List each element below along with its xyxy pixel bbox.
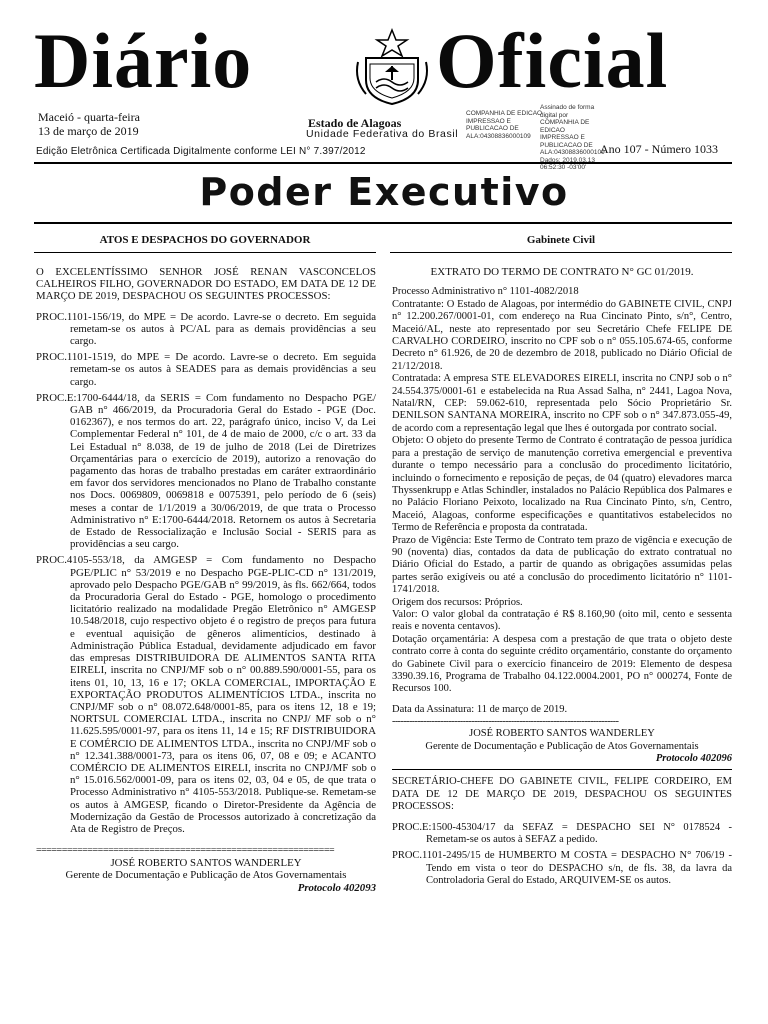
masthead-title-right: Oficial [436,17,669,104]
list-item: PROC.1101-2495/15 de HUMBERTO M COSTA = DESPACHO N° 706/19 - Tendo em vista o teor do DESPACHO s/n, de fls. 38, da lavra da Controladoria Geral do Estado, ARQUIVEM-SE os autos. [392,850,732,887]
protocol-number: Protocolo 402096 [655,753,732,765]
contract-paragraph: Dotação orçamentária: A despesa com a prestação de que trata o objeto deste contrato corre à conta do seguinte crédito orçamentário, constante do orçamento do Gabinete Civil para o exercício financeiro de 2019: Elemento de despesa 3390.39.16, Programa de Trabalho 04.122.0004.2001, PO n° 000274, Fonte de Recursos 100. [392,633,732,695]
signer-name: JOSÉ ROBERTO SANTOS WANDERLEY [469,728,655,740]
list-item: PROC.1101-1519, do MPE = De acordo. Lavre-se o decreto. Em seguida remetam-se os autos à SEADES para as demais providências a seu cargo. [36,351,376,388]
federal-unit: Unidade Federativa do Brasil [306,128,459,140]
contract-paragraph: Valor: O valor global da contratação é R$ 8.160,90 (oito mil, cento e sessenta reais e noventa centavos). [392,608,732,633]
alagoas-coat-of-arms-icon [352,28,432,108]
digital-signature-details: Assinado de forma digital por COMPANHIA DE EDICAO IMPRESSAO E PUBLICACAO DE ALA:04308836000109 Dados: 2019.03.13 06:52:30 -03'00' [540,104,605,171]
separator: -------------------------------------------------------------------------------- [392,716,619,728]
contract-paragraph: Prazo de Vigência: Este Termo de Contrato tem prazo de vigência e execução de 90 (noventa) dias, contados da data de publicação do extrato contratual no Diário Oficial do Estado, a partir de quando as obrigações assumidas pelas partes serão exigíveis ou até a conclusão do procedimento licitatório n° 1101-1741/2018. [392,534,732,596]
list-item: PROC.1101-156/19, do MPE = De acordo. Lavre-se o decreto. Em seguida remetam-se os autos à PC/AL para as demais providências a seu cargo. [36,310,376,348]
signer-role: Gerente de Documentação e Publicação de Atos Governamentais [65,869,347,882]
contract-paragraph: Objeto: O objeto do presente Termo de Contrato é contratação de pessoa jurídica para a prestação de serviço de manutenção corretiva emergencial e preventiva durante o tempo necessário para a conclusão do procedimento licitatório, incluindo o fornecimento e reposição de peças, de 04 (quatro) elevadores marca Thyssenkrupp e Atlas Schindler, instalados no Palácio República dos Palmares e no Palácio Floriano Peixoto, localizado na Rua Cincinato Pinto, s/n, Centro, Maceió, Alagoas, conforme especificações e quantitativos estabelecidos no Termo de Referência e proposta da contratada. [392,435,732,534]
section-rule [34,222,732,224]
contract-paragraph: Contratante: O Estado de Alagoas, por intermédio do GABINETE CIVIL, CNPJ n° 12.200.267/0001-01, com endereço na Rua Cincinato Pinto, s/n°, Centro, Maceió/AL, neste ato representado por seu Secretário Chefe FELIPE DE CARVALHO CORDEIRO, inscrito no CPF sob o n° 055.105.674-65, conforme Decreto n° 61.926, de 20 de dezembro de 2018, publicado no Diário Oficial de 21/12/2018. [392,298,732,372]
city-date-line-1: Maceió - quarta-feira [38,110,140,124]
contract-paragraph: Processo Administrativo n° 1101-4082/2018 [392,286,579,298]
signer-name: JOSÉ ROBERTO SANTOS WANDERLEY [110,857,302,870]
list-item: PROC.4105-553/18, da AMGESP = Com fundamento no Despacho PGE/PLIC n° 53/2019 e no Despacho PGE-PLIC-CD n° 131/2019, aprovado pelo Despacho PGE/GAB n° 99/2019, às fls. 662/664, todos da Procuradoria Geral do Estado - PGE, homologo o procedimento licitatório realizado na modalidade Pregão Eletrônico n° AMGESP 10.548/2018, cujo respectivo objeto é o registro de preços para futura e eventual aquisição de gêneros alimentícios, destinado à Administração Pública Estadual, devidamente adjudicado em favor das empresas DISTRIBUIDORA DE ALIMENTOS SANTA RITA EIRELI, inscrita no CNPJ/MF sob o n° 00.889.590/0001-55, para os itens 01, 10, 13, 16 e 17; OKLA COMERCIAL, IMPORTAÇÃO E EXPORTAÇÃO PRODUTOS ALIMENTÍCIOS LTDA., inscrita no CNPJ/MF sob o n° 08.072.648/0001-85, para os itens 12, 18 e 19; NORTSUL COMERCIAL LTDA., inscrita no CNPJ/ MF sob o n° 11.625.595/0001-97, para os itens 11, 14 e 15; RF DISTRIBUIDORA E COMÉRCIO DE ALIMENTOS LTDA., inscrita no CNPJ/MF sob o n° 12.341.388/0001-73, para os itens 06, 07, 08 e 09; e ACANTO COMÉRCIO DE ALIMENTOS EIRELI, inscrita no CNPJ/MF sob o n° 15.016.562/0001-09, para os itens 02, 03, 04 e 05, de que trata o Processo Administrativo n° 4105-553/2018. Publique-se. Remetam-se os autos à AMGESP, ficando o Diretor-Presidente da Agência de Modernização da Gestão de Processos autorizado à concretização da Ata de Registro de Preços. [36,554,376,835]
digital-signature-issuer: COMPANHIA DE EDICAO IMPRESSAO E PUBLICACAO DE ALA:04308836000109 [466,110,543,140]
list-item: PROC.E:1700-6444/18, da SERIS = Com fundamento no Despacho PGE/ GAB n° 466/2019, da Procuradoria Geral do Estado - PGE (Doc. 0162367), e nos termos do art. 22, parágrafo único, inciso V, da Lei Complementar Federal n° 101, de 4 de maio de 2000, c/c o art. 33 da Lei Estadual n° 8.038, de 19 de julho de 2018 (Lei de Diretrizes Orçamentárias para o exercício de 2019), autorizo a renovação do pagamento das horas de trabalho prestadas em caráter extraordinário em favor dos servidores mencionados no Plano de Trabalho constante nos Docs. 0069809, 0069818 e 0075391, pelo período de 6 (seis) meses a contar de 1/1/2019 a 30/06/2019, de que trata o Processo Administrativo n° E:1700-6444/2018. Retornem os autos à Secretaria de Estado de Ressocialização e Inclusão Social - SERIS para as providências a seu cargo. [36,391,376,551]
masthead-title-left: Diário [34,17,253,104]
city-date-line-2: 13 de março de 2019 [38,124,139,138]
right-heading-rule [390,252,732,253]
masthead-rule [34,162,732,164]
contract-paragraph: Contratada: A empresa STE ELEVADORES EIRELI, inscrita no CNPJ sob o n° 24.554.375/0001-61 e estabelecida na Rua Assad Salha, n° 2441, Lagoa Nova, Natal/RN, CEP: 59.062-610, representada pelo Sócio Proprietário Sr. DENILSON SANTANA MOREIRA, inscrito no CPF sob o n° 347.873.055-49, de acordo com a representação legal que lhes é outorgada por contrato social. [392,373,732,434]
signer-role: Gerente de Documentação e Publicação de Atos Governamentais [425,740,699,752]
left-column [36,266,376,894]
list-item: PROC.E:1500-45304/17 da SEFAZ = DESPACHO SEI N° 0178524 - Remetam-se os autos à SEFAZ a pedido. [392,821,732,846]
contract-paragraph: Origem dos recursos: Próprios. [392,596,523,608]
protocol-number: Protocolo 402093 [297,881,376,894]
right-column [392,266,732,892]
left-heading-rule [34,252,376,253]
separator: ========================================================== [36,845,335,857]
section-title: Poder Executivo [199,170,569,214]
edition-certification: Edição Eletrônica Certificada Digitalmente conforme LEI N° 7.397/2012 [36,146,366,157]
block-divider [392,769,732,770]
signature-date: Data da Assinatura: 11 de março de 2019. [392,703,568,715]
left-column-heading: ATOS E DESPACHOS DO GOVERNADOR [99,234,311,246]
issue-number: Ano 107 - Número 1033 [600,142,718,156]
state-name: Estado de Alagoas [308,116,402,130]
chief-intro: SECRETÁRIO-CHEFE DO GABINETE CIVIL, FELIPE CORDEIRO, EM DATA DE 12 DE MARÇO DE 2019, DESPACHOU OS SEGUINTES PROCESSOS: [392,776,732,813]
extract-title: EXTRATO DO TERMO DE CONTRATO N° GC 01/2019. [430,266,694,278]
right-column-heading: Gabinete Civil [526,234,596,246]
governor-intro: O EXCELENTÍSSIMO SENHOR JOSÉ RENAN VASCONCELOS CALHEIROS FILHO, GOVERNADOR DO ESTADO, EM DATA DE 12 DE MARÇO DE 2019, DESPACHOU OS SEGUINTES PROCESSOS: [36,266,376,303]
